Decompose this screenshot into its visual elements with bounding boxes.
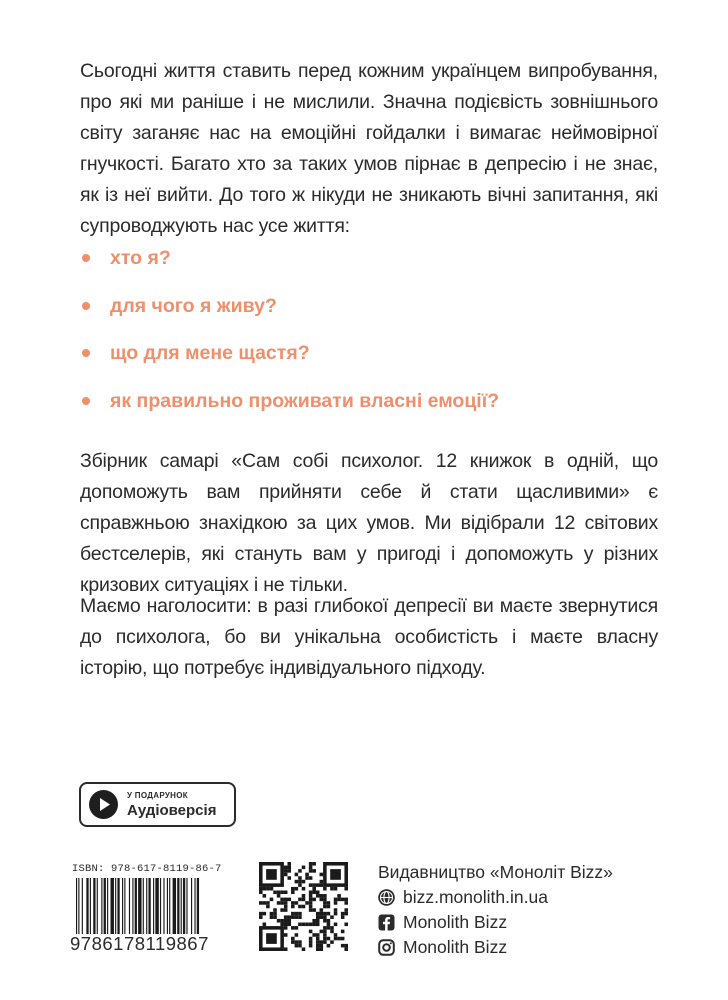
publisher-facebook[interactable]: Monolith Bizz (378, 910, 613, 935)
audio-title: Аудіоверсія (127, 802, 217, 819)
intro-paragraph: Сьогодні життя ставить перед кожним українцем випробування, про які ми раніше і не мислили. Значна подієвість зовнішнього світу заганяє нас на емоційні гойдалки і вимагає неймовірної гнучкості. Багато хто за таких умов пірнає в депресію і не знає, як із неї вийти. До того ж нікуди не зникають вічні запитання, які супроводжують нас усе життя: (80, 60, 658, 237)
play-icon (89, 790, 118, 819)
bullet-dot (82, 349, 90, 357)
barcode-number: 9786178119867 (70, 934, 242, 954)
publisher-name: Видавництво «Моноліт Bizz» (378, 862, 613, 882)
list-item: що для мене щастя? (80, 338, 499, 386)
publisher-instagram[interactable]: Monolith Bizz (378, 935, 613, 960)
list-item: для чого я живу? (80, 291, 499, 339)
bullet-dot (82, 397, 90, 405)
list-item: хто я? (80, 243, 499, 291)
qr-code (259, 862, 348, 951)
bullet-dot (82, 302, 90, 310)
isbn-label: ISBN: 978-617-8119-86-7 (72, 863, 222, 875)
audio-version-badge[interactable] (79, 782, 236, 827)
audio-gift-label: У ПОДАРУНОК (127, 791, 188, 800)
publisher-block (378, 860, 613, 960)
bullet-dot (82, 254, 90, 262)
facebook-icon (378, 914, 395, 931)
publisher-website[interactable]: bizz.monolith.in.ua (378, 885, 613, 910)
description-paragraph: Збірник самарі «Сам собі психолог. 12 книжок в одній, що допоможуть вам прийняти себе й стати щасливими» є справжньою знахідкою за цих умов. Ми відібрали 12 світових бестселерів, які стануть вам у пригоді і допоможуть у різних кризових ситуаціях і не тільки. (80, 450, 658, 596)
note-paragraph: Маємо наголосити: в разі глибокої депресії ви маєте звернутися до психолога, бо ви унікальна особистість і маєте власну історію, що потребує індивідуального підходу. (80, 595, 658, 679)
instagram-icon (378, 939, 395, 956)
list-item: як правильно проживати власні емоції? (80, 386, 499, 434)
globe-icon (378, 889, 395, 906)
questions-list (80, 243, 499, 433)
